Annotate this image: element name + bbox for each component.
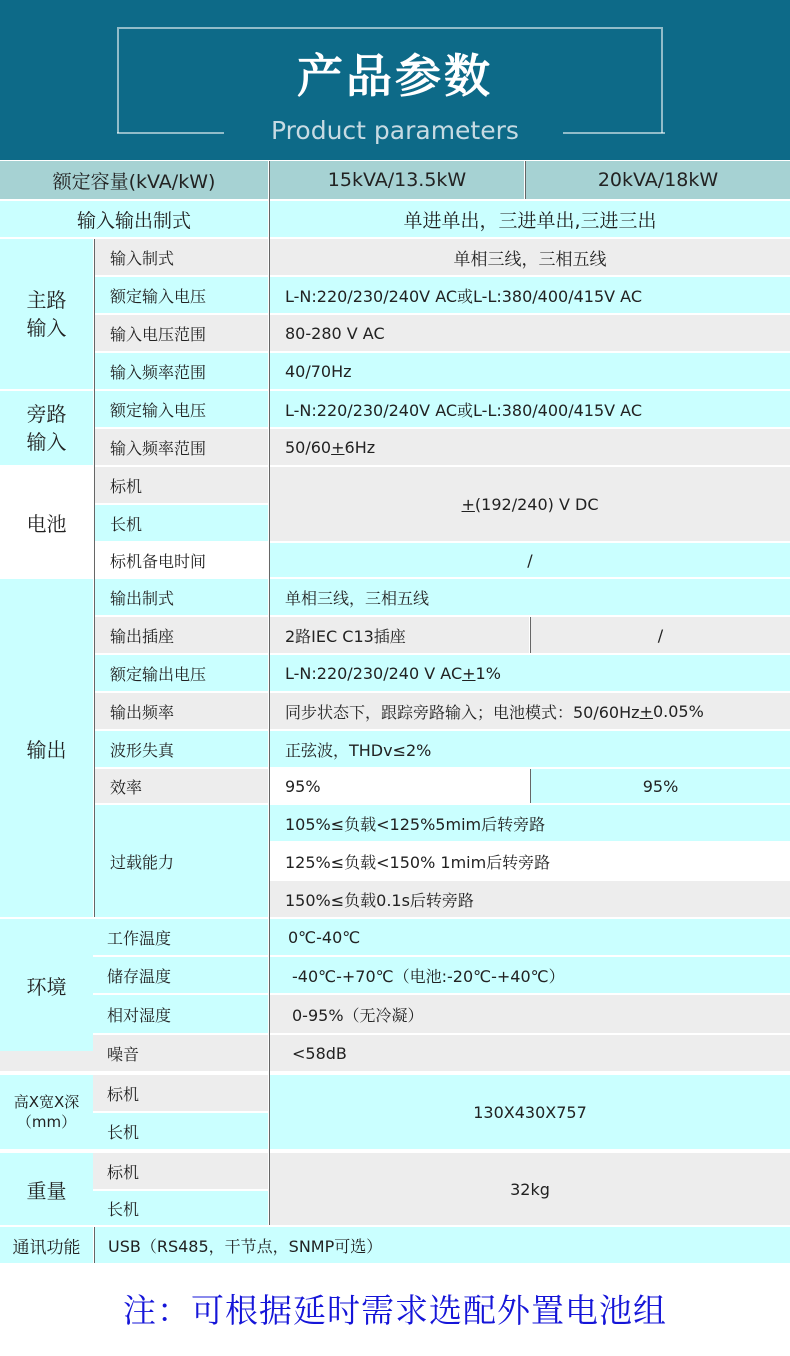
battery-standard-label: 标机 <box>95 467 268 503</box>
battery-voltage-text: (192/240) V DC <box>474 494 599 514</box>
env-storage-temp-value: -40℃-+70℃（电池:-20℃-+40℃） <box>270 957 790 993</box>
main-input-voltage-value: L-N:220/230/240V AC或L-L:380/400/415V AC <box>270 277 790 313</box>
output-socket-value-a: 2路IEC C13插座 <box>270 617 529 653</box>
weight-standard-label: 标机 <box>93 1153 268 1189</box>
output-voltage-pre: L-N:220/230/240 V AC <box>285 663 463 683</box>
main-input-mode-label: 输入制式 <box>95 239 268 275</box>
capacity-model-a: 15kVA/13.5kW <box>270 161 524 199</box>
battery-backup-time-value: / <box>270 543 790 577</box>
main-input-freq-value: 40/70Hz <box>270 353 790 389</box>
dimensions-group-line1: 高X宽X深 <box>13 1093 80 1111</box>
output-frequency-post: 0.05% <box>652 701 704 721</box>
weight-long-label: 长机 <box>93 1191 268 1225</box>
env-humidity-label: 相对湿度 <box>93 995 268 1033</box>
output-mode-value: 单相三线，三相五线 <box>270 579 790 615</box>
footer-note: 注：可根据延时需求选配外置电池组 <box>123 1291 667 1330</box>
bypass-input-group <box>0 391 93 465</box>
bypass-freq-pre: 50/60 <box>285 437 332 457</box>
bypass-input-group-line2: 输入 <box>26 430 67 454</box>
environment-group-tail <box>0 1051 93 1071</box>
main-input-group <box>0 239 93 389</box>
bypass-input-freq-value <box>270 429 790 465</box>
io-system-label: 输入输出制式 <box>0 201 268 237</box>
bypass-freq-post: 6Hz <box>344 437 376 457</box>
output-voltage-value <box>270 655 790 691</box>
battery-group: 电池 <box>0 467 93 577</box>
battery-voltage-value <box>270 467 790 541</box>
plus-minus-sign: + <box>462 663 476 683</box>
env-work-temp-label: 工作温度 <box>93 919 268 955</box>
output-socket-value-b: / <box>531 617 790 653</box>
page-subtitle: Product parameters <box>271 116 519 145</box>
output-overload-line-1: 105%≤负载<125%5mim后转旁路 <box>270 805 790 841</box>
output-mode-label: 输出制式 <box>95 579 268 615</box>
output-distortion-value: 正弦波，THDv≤2% <box>270 731 790 767</box>
io-system-value: 单进单出，三进单出,三进三出 <box>270 201 790 237</box>
output-voltage-post: 1% <box>475 663 501 683</box>
output-overload-label: 过载能力 <box>95 805 268 917</box>
battery-backup-time-label: 标机备电时间 <box>95 543 268 577</box>
output-distortion-label: 波形失真 <box>95 731 268 767</box>
output-frequency-label: 输出频率 <box>95 693 268 729</box>
output-overload-line-2: 125%≤负载<150% 1mim后转旁路 <box>270 843 790 879</box>
model-divider <box>525 161 526 199</box>
dimensions-standard-label: 标机 <box>93 1075 268 1111</box>
dimensions-value: 130X430X757 <box>270 1075 790 1149</box>
plus-minus-sign: + <box>639 701 653 721</box>
bypass-input-voltage-label: 额定输入电压 <box>95 391 268 427</box>
socket-divider <box>530 617 531 653</box>
env-noise-value: <58dB <box>270 1035 790 1071</box>
bypass-input-voltage-value: L-N:220/230/240V AC或L-L:380/400/415V AC <box>270 391 790 427</box>
output-frequency-pre: 同步状态下，跟踪旁路输入；电池模式：50/60Hz <box>285 702 640 722</box>
output-efficiency-value-b: 95% <box>531 769 790 803</box>
battery-long-label: 长机 <box>95 505 268 541</box>
page-title: 产品参数 <box>297 49 493 103</box>
output-efficiency-value-a: 95% <box>270 769 529 803</box>
main-input-range-label: 输入电压范围 <box>95 315 268 351</box>
output-group: 输出 <box>0 579 93 917</box>
main-input-group-line2: 输入 <box>26 316 67 340</box>
capacity-label: 额定容量(kVA/kW) <box>0 161 268 199</box>
main-input-mode-value: 单相三线，三相五线 <box>270 239 790 275</box>
plus-minus-sign: + <box>461 494 475 514</box>
env-noise-label: 噪音 <box>93 1035 268 1071</box>
capacity-model-b: 20kVA/18kW <box>526 161 790 199</box>
dimensions-group <box>0 1075 93 1149</box>
output-voltage-label: 额定输出电压 <box>95 655 268 691</box>
bypass-input-freq-label: 输入频率范围 <box>95 429 268 465</box>
communication-label: 通讯功能 <box>0 1227 93 1263</box>
env-work-temp-value: 0℃-40℃ <box>270 919 790 955</box>
env-humidity-value: 0-95%（无冷凝） <box>270 995 790 1033</box>
column-divider <box>269 161 270 1225</box>
main-input-voltage-label: 额定输入电压 <box>95 277 268 313</box>
column-divider-left <box>94 239 95 917</box>
env-storage-temp-label: 储存温度 <box>93 957 268 993</box>
main-input-range-value: 80-280 V AC <box>270 315 790 351</box>
communication-divider <box>94 1227 95 1263</box>
main-input-group-line1: 主路 <box>26 288 67 312</box>
output-efficiency-label: 效率 <box>95 769 268 803</box>
output-frequency-value <box>270 693 790 729</box>
communication-value: USB（RS485，干节点，SNMP可选） <box>95 1227 790 1263</box>
weight-value: 32kg <box>270 1153 790 1225</box>
header-banner <box>0 0 790 160</box>
main-input-freq-label: 输入频率范围 <box>95 353 268 389</box>
dimensions-long-label: 长机 <box>93 1113 268 1149</box>
efficiency-divider <box>530 769 531 803</box>
plus-minus-sign: + <box>331 437 345 457</box>
output-socket-label: 输出插座 <box>95 617 268 653</box>
environment-group: 环境 <box>0 919 93 1051</box>
bypass-input-group-line1: 旁路 <box>26 402 67 426</box>
dimensions-group-line2: （mm） <box>16 1113 77 1131</box>
weight-group: 重量 <box>0 1153 93 1225</box>
output-overload-line-3: 150%≤负载0.1s后转旁路 <box>270 881 790 917</box>
